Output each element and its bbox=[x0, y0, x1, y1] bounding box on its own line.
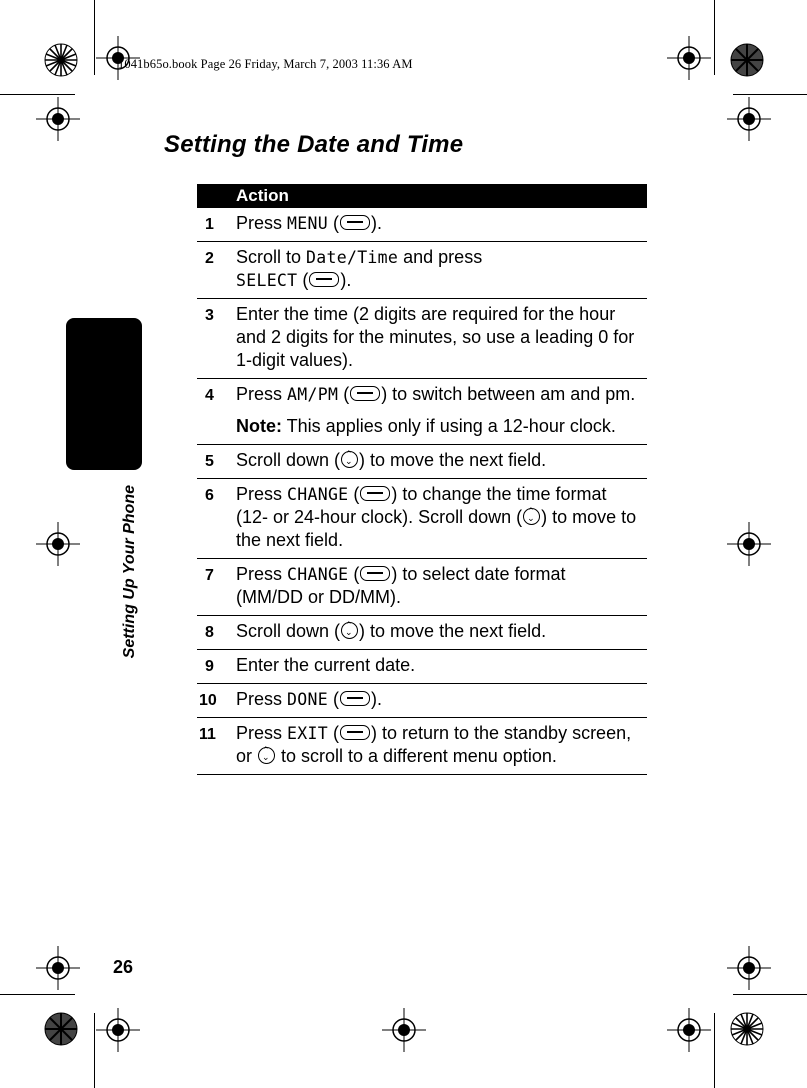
step-number: 3 bbox=[205, 307, 214, 324]
registration-mark-icon bbox=[96, 1008, 140, 1052]
nav-key-icon bbox=[523, 508, 540, 525]
step-text: Scroll down ( bbox=[236, 450, 341, 470]
step-number: 11 bbox=[199, 726, 216, 743]
step-text: Press bbox=[236, 723, 288, 743]
registration-mark-icon bbox=[727, 97, 771, 141]
step-number: 2 bbox=[205, 250, 214, 267]
softkey-label: SELECT bbox=[236, 271, 298, 290]
step-text: ). bbox=[370, 689, 382, 709]
nav-key-icon bbox=[258, 747, 275, 764]
step-text: Scroll down ( bbox=[236, 621, 341, 641]
step-text: ) to move the next field. bbox=[359, 621, 547, 641]
section-label: Setting Up Your Phone bbox=[121, 485, 138, 659]
crop-line bbox=[733, 94, 807, 95]
step-text: ) to change the time format (12- or 24-hour clock). Scroll down ( bbox=[236, 484, 607, 527]
step-number: 5 bbox=[205, 453, 214, 470]
step-text: ). bbox=[370, 213, 382, 233]
softkey-label: AM/PM bbox=[287, 385, 339, 404]
table-row bbox=[197, 242, 647, 299]
starburst-target-icon bbox=[44, 1012, 78, 1046]
crop-line bbox=[94, 1013, 95, 1088]
step-number: 6 bbox=[205, 487, 214, 504]
note bbox=[236, 415, 637, 438]
softkey-icon bbox=[309, 272, 339, 287]
step-text: ( bbox=[327, 213, 339, 233]
step-text: Press bbox=[236, 689, 288, 709]
registration-mark-icon bbox=[727, 522, 771, 566]
note-text: This applies only if using a 12-hour clock. bbox=[282, 416, 616, 436]
softkey-icon bbox=[340, 691, 370, 706]
table-header: Action bbox=[197, 184, 647, 208]
softkey-icon bbox=[360, 566, 390, 581]
step-text: ) to move to the next field. bbox=[236, 507, 637, 550]
table-row bbox=[197, 445, 647, 479]
nav-key-icon bbox=[341, 622, 358, 639]
step-text: Enter the time (2 digits are required for the hour and 2 digits for the minutes, so use a leading 0 for 1-digit values). bbox=[236, 304, 635, 370]
softkey-icon bbox=[340, 215, 370, 230]
registration-mark-icon bbox=[667, 1008, 711, 1052]
step-text: Press bbox=[236, 484, 288, 504]
step-text: Press bbox=[236, 384, 288, 404]
softkey-label: MENU bbox=[287, 214, 328, 233]
page-number: 26 bbox=[113, 957, 134, 977]
section-tab bbox=[66, 318, 142, 470]
step-text: ( bbox=[327, 723, 339, 743]
step-text: ) to switch between am and pm. bbox=[381, 384, 636, 404]
starburst-target-icon bbox=[730, 1012, 764, 1046]
softkey-label: EXIT bbox=[287, 724, 328, 743]
step-text: ). bbox=[340, 270, 352, 290]
softkey-icon bbox=[360, 486, 390, 501]
registration-mark-icon bbox=[36, 522, 80, 566]
book-header: 1041b65o.book Page 26 Friday, March 7, 2003 11:36 AM bbox=[118, 57, 413, 71]
step-text: to scroll to a different menu option. bbox=[276, 746, 557, 766]
softkey-icon bbox=[340, 725, 370, 740]
softkey-label: CHANGE bbox=[287, 565, 349, 584]
table-row bbox=[197, 684, 647, 718]
step-text: ( bbox=[338, 384, 350, 404]
step-text: ( bbox=[348, 484, 360, 504]
page-title: Setting the Date and Time bbox=[164, 131, 464, 158]
softkey-icon bbox=[350, 386, 380, 401]
step-number: 10 bbox=[199, 692, 217, 709]
table-row bbox=[197, 379, 647, 445]
starburst-target-icon bbox=[730, 43, 764, 77]
step-number: 1 bbox=[205, 216, 214, 233]
registration-mark-icon bbox=[36, 946, 80, 990]
crop-line bbox=[714, 0, 715, 75]
registration-mark-icon bbox=[382, 1008, 426, 1052]
step-text: and press bbox=[398, 247, 483, 267]
note-label: Note: bbox=[236, 416, 282, 436]
table-row bbox=[197, 299, 647, 379]
registration-mark-icon bbox=[727, 946, 771, 990]
table-row bbox=[197, 650, 647, 684]
starburst-target-icon bbox=[44, 43, 78, 77]
step-text: ) to return to the standby screen, or bbox=[236, 723, 632, 766]
table-row bbox=[197, 616, 647, 650]
table-row bbox=[197, 208, 647, 242]
registration-mark-icon bbox=[36, 97, 80, 141]
registration-mark-icon bbox=[667, 36, 711, 80]
step-text: Press bbox=[236, 564, 288, 584]
step-text: ( bbox=[297, 270, 309, 290]
table-row bbox=[197, 718, 647, 775]
step-number: 4 bbox=[205, 387, 214, 404]
step-text: ( bbox=[348, 564, 360, 584]
crop-line bbox=[0, 994, 75, 995]
step-number: 8 bbox=[205, 624, 214, 641]
crop-line bbox=[714, 1013, 715, 1088]
step-text: ( bbox=[327, 689, 339, 709]
crop-line bbox=[0, 94, 75, 95]
table-row bbox=[197, 559, 647, 616]
action-table bbox=[197, 184, 647, 775]
step-text: ) to move the next field. bbox=[359, 450, 547, 470]
menu-item-label: Date/Time bbox=[306, 248, 399, 267]
softkey-label: CHANGE bbox=[287, 485, 349, 504]
softkey-label: DONE bbox=[287, 690, 328, 709]
step-text: Enter the current date. bbox=[236, 655, 416, 675]
crop-line bbox=[733, 994, 807, 995]
step-text: Scroll to bbox=[236, 247, 307, 267]
table-row bbox=[197, 479, 647, 559]
crop-line bbox=[94, 0, 95, 75]
nav-key-icon bbox=[341, 451, 358, 468]
step-text: Press bbox=[236, 213, 288, 233]
step-number: 7 bbox=[205, 567, 214, 584]
step-text: ) to select date format (MM/DD or DD/MM). bbox=[236, 564, 566, 607]
step-number: 9 bbox=[205, 658, 214, 675]
